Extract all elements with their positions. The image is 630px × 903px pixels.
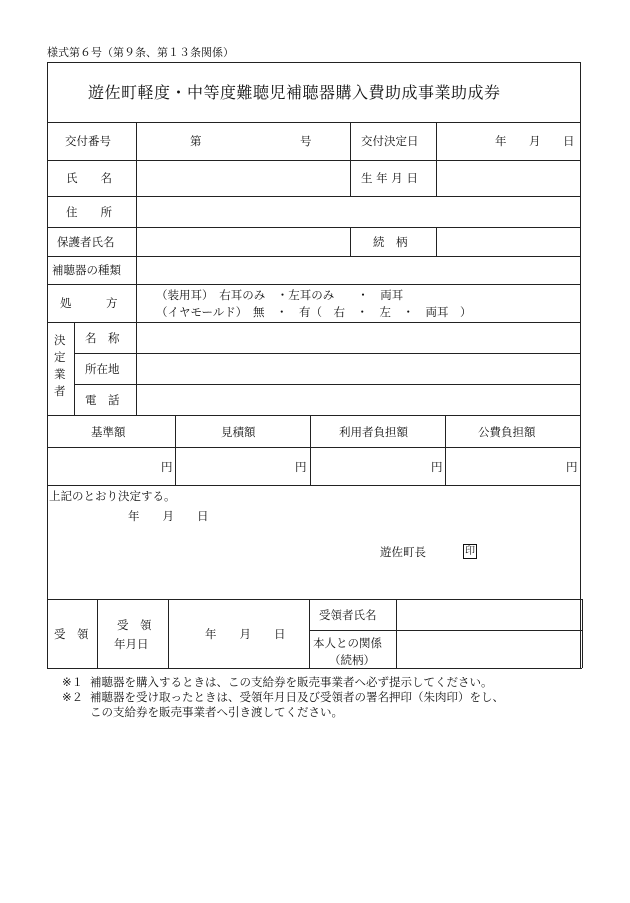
decision-date-day: 日 bbox=[563, 134, 575, 148]
amount-header-standard: 基準額 bbox=[91, 425, 126, 439]
amount-unit: 円 bbox=[295, 460, 307, 474]
decision-date-label: 交付決定日 bbox=[361, 134, 419, 148]
receipt-date-label-1: 受 領 bbox=[117, 618, 152, 632]
col-line bbox=[436, 122, 437, 196]
receipt-label: 受 領 bbox=[54, 627, 89, 641]
vendor-location-label: 所在地 bbox=[85, 362, 120, 376]
row-line bbox=[47, 447, 580, 448]
col-line bbox=[168, 599, 169, 668]
amount-unit: 円 bbox=[431, 460, 443, 474]
amount-header-public-share: 公費負担額 bbox=[478, 425, 536, 439]
decision-date: 年 月 日 bbox=[128, 509, 209, 523]
row-line bbox=[74, 384, 580, 385]
address-label: 住 所 bbox=[66, 205, 112, 219]
decision-date-year: 年 bbox=[495, 134, 507, 148]
frame-right bbox=[580, 62, 581, 668]
col-line bbox=[582, 599, 583, 668]
device-type-label: 補聴器の種類 bbox=[52, 263, 121, 277]
vendor-group-char: 者 bbox=[54, 384, 66, 398]
col-line bbox=[136, 122, 137, 322]
note-text: 補聴器を受け取ったときは、受領年月日及び受領者の署名押印（朱肉印）をし、 bbox=[90, 690, 504, 704]
col-line bbox=[436, 227, 437, 256]
prescription-ear-options: （装用耳） 右耳のみ ・左耳のみ ・ 両耳 bbox=[156, 288, 404, 302]
vendor-group-char: 定 bbox=[54, 350, 66, 364]
col-line bbox=[309, 599, 310, 668]
prescription-earmold-options: （イヤモールド） 無 ・ 有（ 右 ・ 左 ・ 両耳 ） bbox=[156, 305, 472, 319]
col-line bbox=[97, 599, 98, 668]
row-line bbox=[47, 322, 580, 323]
row-line bbox=[47, 227, 580, 228]
note-text-continued: この支給券を販売事業者へ引き渡してください。 bbox=[90, 705, 343, 719]
amount-unit: 円 bbox=[161, 460, 173, 474]
birthdate-label: 生 年 月 日 bbox=[361, 171, 418, 185]
receipt-date-label-2: 年月日 bbox=[114, 637, 149, 651]
row-line bbox=[47, 160, 580, 161]
row-line bbox=[47, 668, 582, 669]
vendor-name-label: 名 称 bbox=[85, 331, 120, 345]
form-label: 様式第６号（第９条、第１３条関係） bbox=[47, 46, 234, 59]
frame-top bbox=[47, 62, 580, 63]
note-text: 補聴器を購入するときは、この支給券を販売事業者へ必ず提示してください。 bbox=[90, 675, 493, 689]
document-title: 遊佐町軽度・中等度難聴児補聴器購入費助成事業助成券 bbox=[88, 83, 501, 102]
row-line bbox=[309, 630, 582, 631]
row-line bbox=[47, 485, 580, 486]
amount-unit: 円 bbox=[566, 460, 578, 474]
name-label: 氏 名 bbox=[66, 171, 112, 185]
issue-number-label: 交付番号 bbox=[65, 134, 111, 148]
prescription-label: 処 方 bbox=[60, 296, 118, 310]
col-line bbox=[136, 322, 137, 415]
seal-stamp: 印 bbox=[465, 546, 475, 557]
col-line bbox=[74, 322, 75, 415]
frame-left bbox=[47, 62, 48, 668]
vendor-group-char: 決 bbox=[54, 333, 66, 347]
mayor-title: 遊佐町長 bbox=[380, 545, 426, 559]
guardian-name-label: 保護者氏名 bbox=[57, 235, 115, 249]
issue-number-dai: 第 bbox=[190, 134, 202, 148]
row-line bbox=[47, 196, 580, 197]
col-line bbox=[445, 415, 446, 485]
relation-to-person-sub: （続柄） bbox=[329, 653, 375, 667]
note-mark: ※１ bbox=[62, 675, 84, 689]
recipient-name-label: 受領者氏名 bbox=[319, 608, 377, 622]
col-line bbox=[310, 415, 311, 485]
col-line bbox=[175, 415, 176, 485]
row-line bbox=[47, 284, 580, 285]
row-line bbox=[47, 122, 580, 123]
row-line bbox=[47, 415, 580, 416]
receipt-date: 年 月 日 bbox=[205, 627, 286, 641]
col-line bbox=[350, 227, 351, 256]
col-line bbox=[396, 599, 397, 668]
row-line bbox=[74, 353, 580, 354]
note-mark: ※２ bbox=[62, 690, 84, 704]
row-line bbox=[47, 599, 582, 600]
decision-date-month: 月 bbox=[529, 134, 541, 148]
decision-statement: 上記のとおり決定する。 bbox=[49, 489, 176, 503]
issue-number-go: 号 bbox=[300, 134, 312, 148]
relation-label: 続 柄 bbox=[373, 235, 408, 249]
vendor-group-char: 業 bbox=[54, 367, 66, 381]
col-line bbox=[350, 122, 351, 196]
amount-header-user-share: 利用者負担額 bbox=[339, 425, 408, 439]
row-line bbox=[47, 256, 580, 257]
vendor-phone-label: 電 話 bbox=[85, 393, 120, 407]
amount-header-estimate: 見積額 bbox=[221, 425, 256, 439]
relation-to-person-label: 本人との関係 bbox=[313, 636, 382, 650]
